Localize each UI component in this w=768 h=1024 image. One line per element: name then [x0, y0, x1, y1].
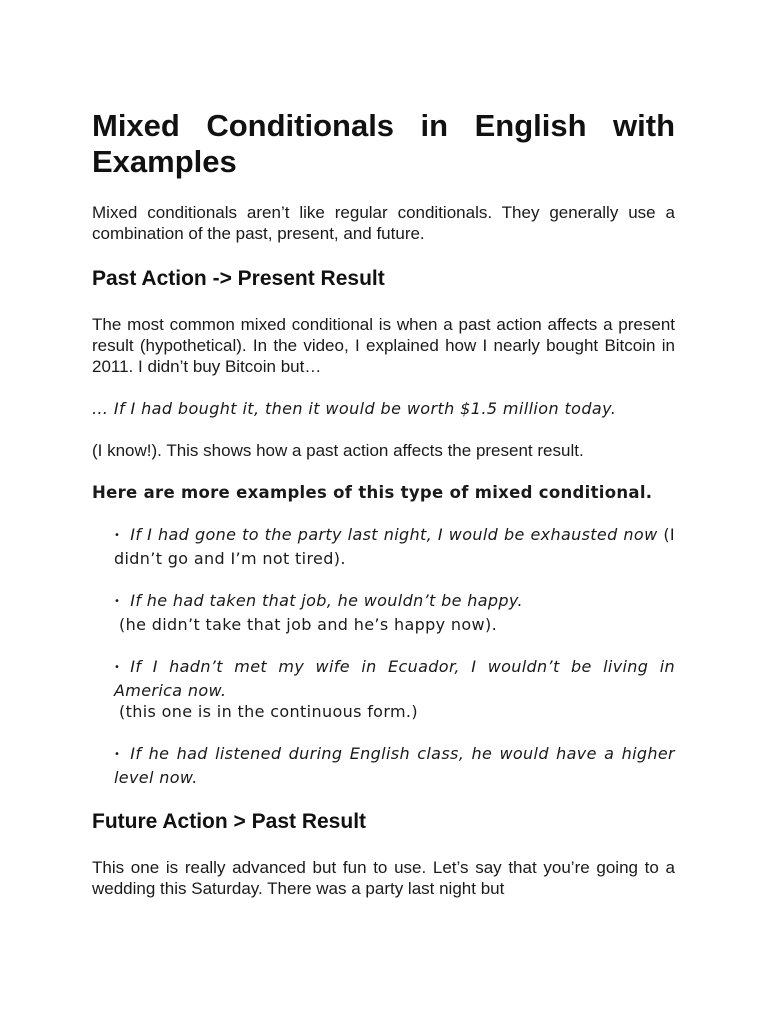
bullet-icon: •	[114, 662, 121, 673]
document-page	[92, 108, 675, 899]
section1-paragraph: The most common mixed conditional is when a past action affects a present result (hypothetical). In the video, I explained how I nearly bought Bitcoin in 2011. I didn’t buy Bitcoin but…	[92, 315, 675, 376]
intro-paragraph: Mixed conditionals aren’t like regular conditionals. They generally use a combination of the past, present, and future.	[92, 203, 675, 243]
example-sentence: If I hadn’t met my wife in Ecuador, I wouldn’t be living in America now.	[114, 657, 675, 700]
example-sentence: If I had gone to the party last night, I would be exhausted now	[130, 525, 658, 544]
list-item	[114, 590, 675, 635]
section-heading-past-present: Past Action -> Present Result	[92, 267, 385, 290]
bullet-icon: •	[114, 749, 121, 760]
page-title: Mixed Conditionals in English with Examples	[92, 108, 675, 179]
examples-lead: Here are more examples of this type of mixed conditional.	[92, 483, 653, 502]
section1-followup: (I know!). This shows how a past action affects the present result.	[92, 441, 584, 460]
example-sentence: If he had listened during English class, he would have a higher level now.	[114, 744, 675, 787]
list-item	[114, 524, 675, 569]
bullet-icon: •	[114, 530, 121, 541]
example-note: (I didn’t go and I’m not tired).	[114, 525, 675, 568]
example-note: (this one is in the continuous form.)	[119, 702, 418, 721]
bullet-icon: •	[114, 596, 121, 607]
section2-paragraph: This one is really advanced but fun to use. Let’s say that you’re going to a wedding this Saturday. There was a party last night but	[92, 858, 675, 898]
list-item	[114, 656, 675, 722]
example-note: (he didn’t take that job and he’s happy now).	[119, 615, 497, 634]
example-sentence: If he had taken that job, he wouldn’t be happy.	[130, 591, 523, 610]
list-item	[114, 743, 675, 788]
bitcoin-example-quote: … If I had bought it, then it would be worth $1.5 million today.	[92, 399, 617, 418]
section-heading-future-past: Future Action > Past Result	[92, 810, 367, 833]
examples-list	[92, 524, 675, 788]
